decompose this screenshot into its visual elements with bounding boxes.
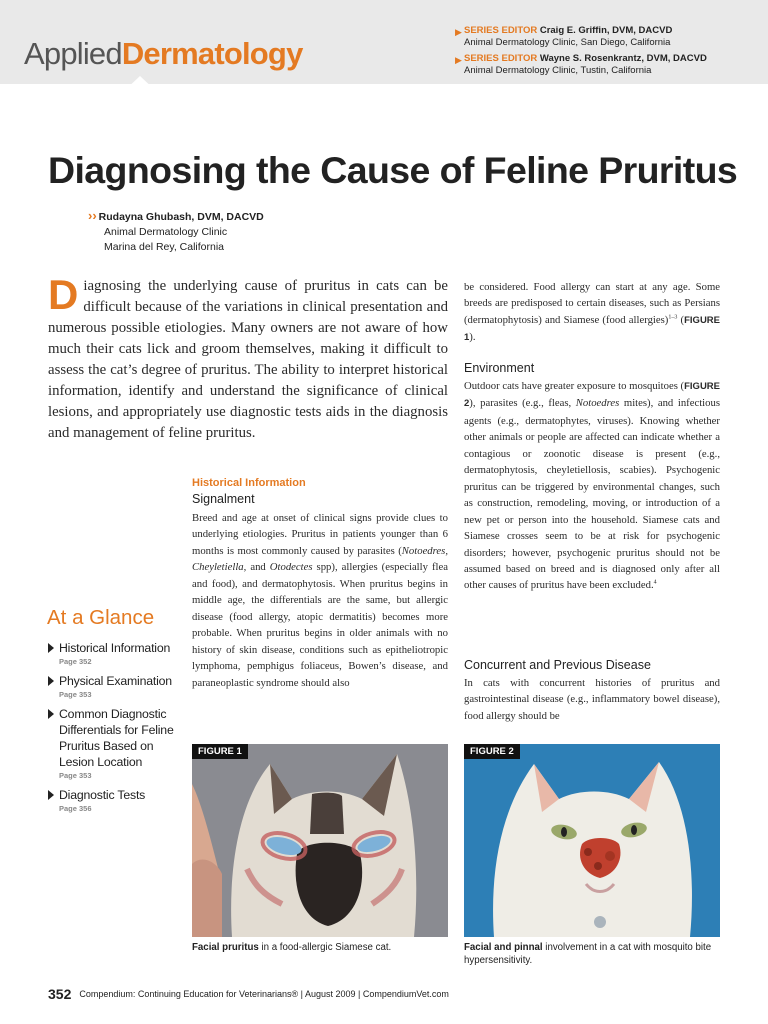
text-run: mites), and infectious agents (e.g., dermatophytes, viruses). Knowing whether other animals or people are affected can indicate whether a contagious or zoonotic disease is present (e.g., dermatophytosis, cheyletiellosis, scabies). Psychogenic pruritus can be triggered by environmental changes, such as construction, remodeling, moving, or introduction of a new pet or person into the household. Siamese cats and Siamese crosses seem to be at risk for psychogenic disorders; however, psychogenic pruritus should not be assumed based on breed and is diagnosed only after all other causes of pruritus have been excluded. <box>464 397 720 592</box>
caption-text: involvement in a cat with mosquito bite hypersensitivity. <box>464 942 712 966</box>
glance-item-page: Page 352 <box>59 657 92 666</box>
subheading-concurrent: Concurrent and Previous Disease <box>464 658 651 672</box>
series-editor-1 <box>455 25 707 49</box>
glance-item-page: Page 356 <box>59 804 92 813</box>
editor-name: Craig E. Griffin, DVM, DACVD <box>539 25 673 36</box>
figure-2-caption <box>464 941 720 967</box>
header-notch <box>123 76 157 92</box>
author-name: Rudayna Ghubash, DVM, DACVD <box>98 211 264 223</box>
series-editor-2 <box>455 53 707 77</box>
editor-name: Wayne S. Rosenkrantz, DVM, DACVD <box>539 53 707 64</box>
text-run: be considered. Food allergy can start at any age. Some breeds are predisposed to certain diseases, such as Persians (dermatophytosis) and Siamese (food allergies) <box>464 281 720 326</box>
at-a-glance-title: At a Glance <box>47 606 155 629</box>
author-line-2: Marina del Rey, California <box>104 241 225 253</box>
intro-text: iagnosing the underlying cause of pruritus in cats can be difficult because of the variations in clinical presentation and numerous possible etiologies. Many owners are not aware of how much their cats lick and groom themselves, making it difficult to assess the cat’s degree of pruritus. The ability to interpret historical information, identify and understand the significance of clinical lesions, and appropriately use diagnostic tests aids in the diagnosis and management of feline pruritus. <box>48 278 448 441</box>
triangle-right-icon: ▶ <box>455 27 462 37</box>
citation-superscript: 4 <box>653 579 657 586</box>
signalment-text <box>192 510 448 691</box>
triangle-right-icon <box>48 790 54 800</box>
figure-reference: FIGURE 1 <box>464 314 720 344</box>
series-editors <box>455 25 707 81</box>
figure-1-photo <box>192 744 448 937</box>
author-line-1: Animal Dermatology Clinic <box>104 226 228 238</box>
text-run: Outdoor cats have greater exposure to mosquitoes ( <box>464 380 685 392</box>
caption-bold: Facial pruritus <box>192 942 259 953</box>
text-run: Breed and age at onset of clinical signs provide clues to underlying etiologies. Pruritus in patients younger than 6 months is most commonly caused by parasites ( <box>192 512 448 557</box>
text-italic: Notoedres <box>575 397 620 410</box>
triangle-right-icon <box>48 643 54 653</box>
text-run: and <box>246 561 270 574</box>
author-block <box>88 208 264 255</box>
page-footer <box>48 985 449 1003</box>
figure-label: FIGURE 1 <box>192 744 248 759</box>
glance-item-page: Page 353 <box>59 690 92 699</box>
figure-1-caption <box>192 941 448 954</box>
subheading-environment: Environment <box>464 361 535 375</box>
section-heading-historical: Historical Information <box>192 477 306 489</box>
glance-item-label: Historical Information <box>59 641 171 655</box>
caption-text: in a food-allergic Siamese cat. <box>258 942 392 953</box>
list-item <box>47 673 187 700</box>
article-title: Diagnosing the Cause of Feline Pruritus <box>48 149 738 191</box>
triangle-right-icon <box>48 676 54 686</box>
logo-dermatology: Dermatology <box>121 36 303 71</box>
text-italic: Otodectes <box>269 561 313 574</box>
right-column-top-text <box>464 279 720 347</box>
concurrent-text: In cats with concurrent histories of pruritus and gastrointestinal disease (e.g., inflammatory bowel disease), food allergy should be <box>464 677 720 722</box>
glance-item-label: Diagnostic Tests <box>59 788 146 802</box>
intro-paragraph <box>48 271 448 444</box>
at-a-glance-list <box>47 640 187 820</box>
journal-logo <box>24 38 303 69</box>
footer-text: Compendium: Continuing Education for Veterinarians® | August 2009 | CompendiumVet.com <box>79 988 449 999</box>
figure-reference: FIGURE 2 <box>464 381 720 410</box>
text-italic: Notoedres, Cheyletiella, <box>192 544 448 574</box>
glance-item-page: Page 353 <box>59 771 92 780</box>
glance-item-label: Physical Examination <box>59 674 172 688</box>
editor-affiliation: Animal Dermatology Clinic, Tustin, California <box>464 65 652 76</box>
drop-cap: D <box>48 271 79 318</box>
text-run: spp), allergies (especially flea and food), and dermatophytosis. When pruritus begins in middle age, the differentials are the same, but allergic disease (food allergy, atopic dermatitis) becomes more probable. When pruritus begins in older animals with no history of skin disease, conditions such as epitheliotropic lymphoma, pemphigus foliaceus, Bowen’s disease, and paraneoplastic syndrome should also <box>192 561 449 689</box>
caption-bold: Facial and pinnal <box>464 942 543 953</box>
editor-affiliation: Animal Dermatology Clinic, San Diego, California <box>464 37 671 48</box>
logo-applied: Applied <box>24 36 122 71</box>
figure-label: FIGURE 2 <box>464 744 520 759</box>
subheading-signalment: Signalment <box>192 492 255 506</box>
double-chevron-icon: ›› <box>88 208 97 223</box>
text-run: ). <box>469 331 476 344</box>
triangle-right-icon <box>48 709 54 719</box>
environment-text <box>464 378 720 594</box>
figure-1 <box>192 744 448 937</box>
figure-2 <box>464 744 720 937</box>
glance-item-label: Common Diagnostic Differentials for Feline Pruritus Based on Lesion Location <box>59 707 174 769</box>
text-run: ( <box>677 313 685 326</box>
triangle-right-icon: ▶ <box>455 55 462 65</box>
page-number: 352 <box>48 985 72 1002</box>
figure-2-photo <box>464 744 720 937</box>
list-item <box>47 787 187 814</box>
text-run: ), parasites (e.g., fleas, <box>469 397 576 410</box>
citation-superscript: 1–3 <box>668 314 678 321</box>
list-item <box>47 640 187 667</box>
editor-label: SERIES EDITOR <box>464 25 538 36</box>
list-item <box>47 706 187 781</box>
editor-label: SERIES EDITOR <box>464 53 538 64</box>
